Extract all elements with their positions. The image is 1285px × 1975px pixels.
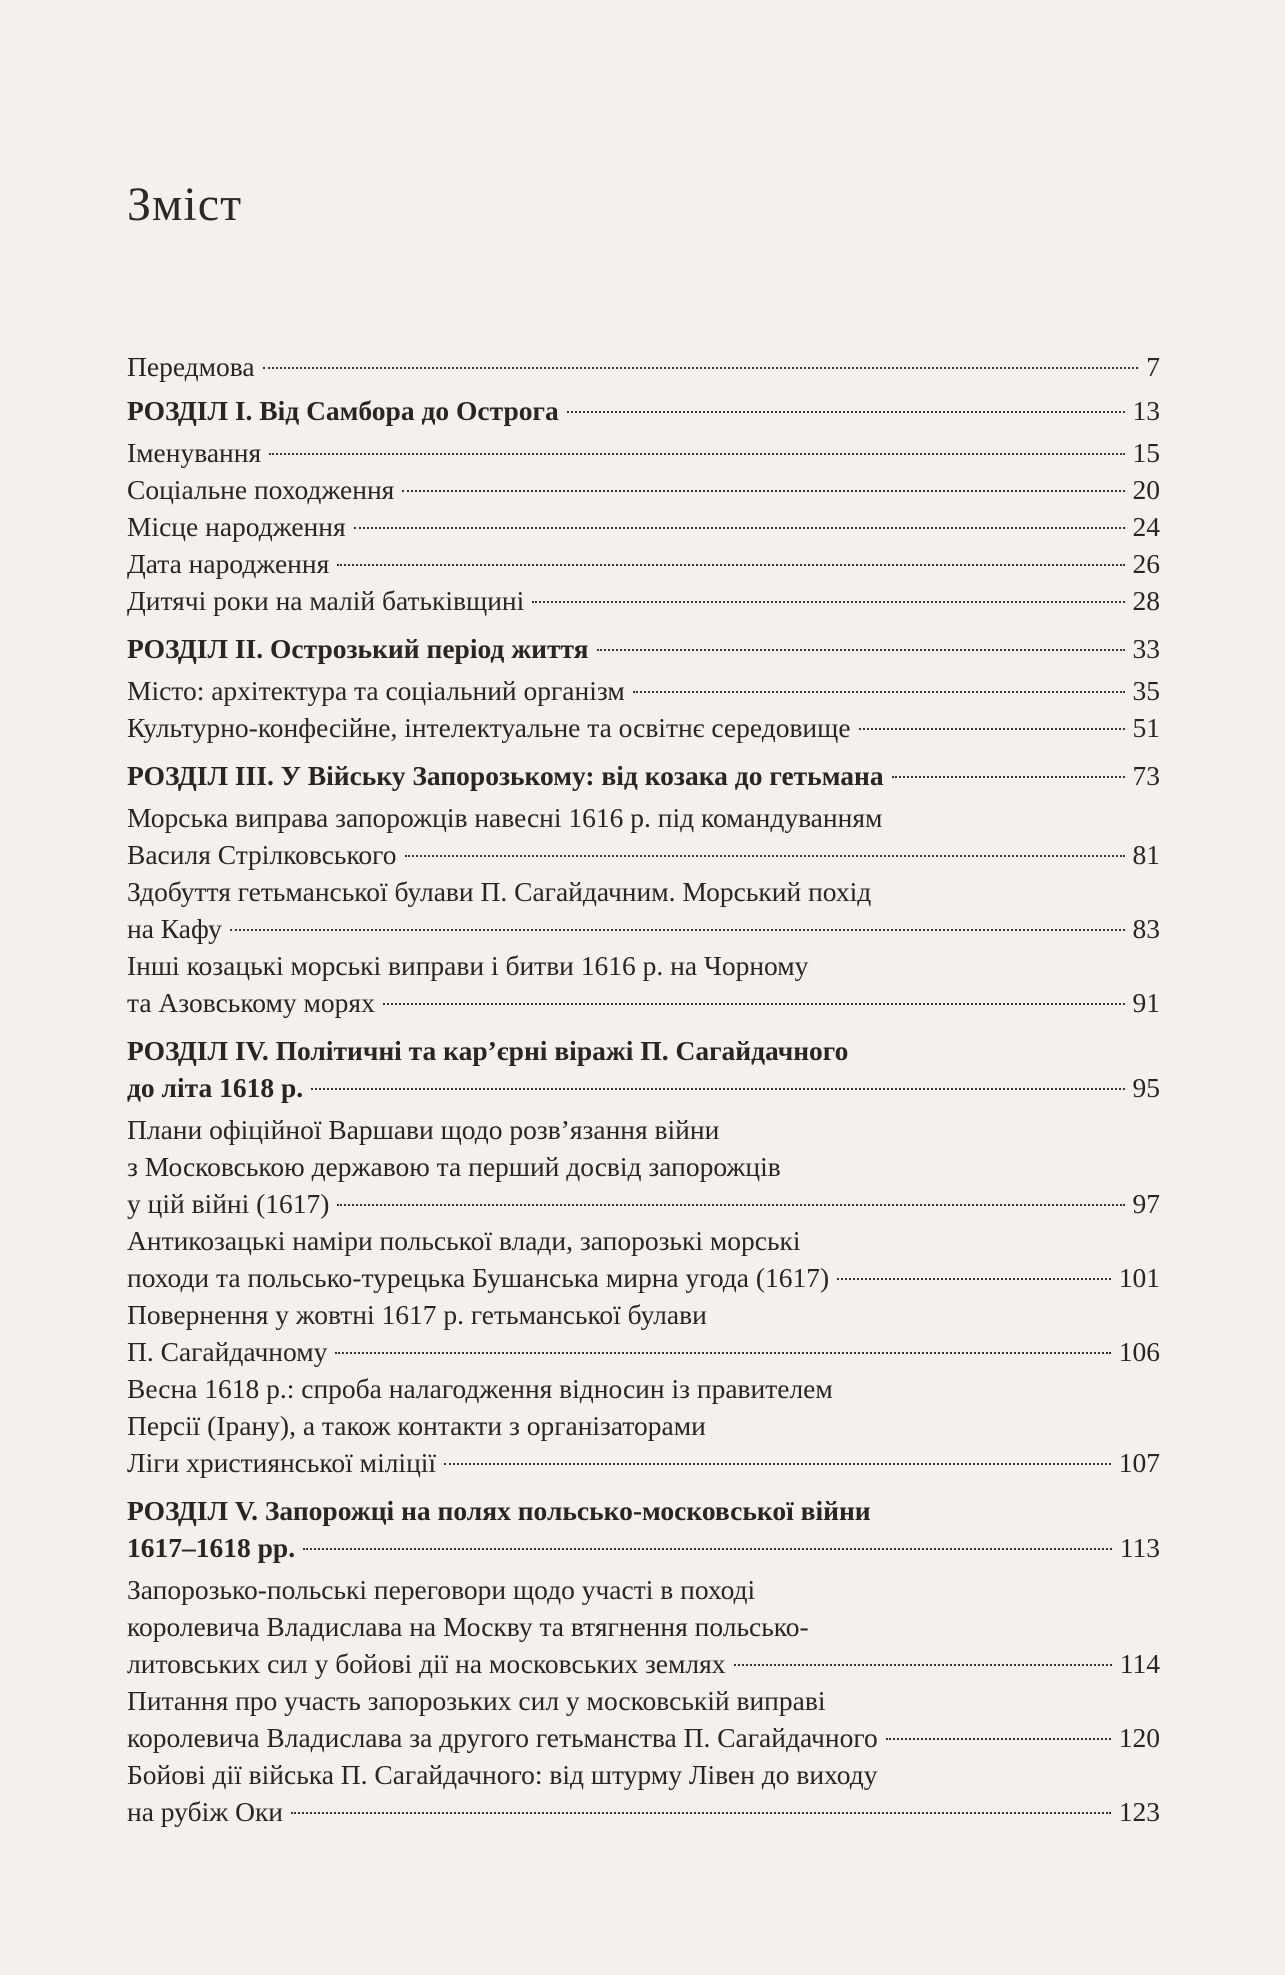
- toc-entry-title-line: Персії (Ірану), а також контакти з організаторами: [127, 1410, 706, 1441]
- toc-page-number: 107: [1118, 1447, 1160, 1478]
- toc-page-number: 26: [1132, 548, 1160, 579]
- toc-entry: [127, 799, 1160, 873]
- toc-entry: [127, 545, 1160, 582]
- toc-entry: [127, 471, 1160, 508]
- toc-entry-title-line: Весна 1618 р.: спроба налагодження відносин із правителем: [127, 1373, 833, 1404]
- toc-entry-title: Передмова: [127, 351, 255, 382]
- toc-entry-title: Місце народження: [127, 511, 346, 542]
- table-of-contents: [127, 348, 1160, 1830]
- toc-entry-title-line: Василя Стрілковського: [127, 839, 397, 870]
- dot-leader: [532, 601, 1124, 603]
- dot-leader: [567, 411, 1125, 413]
- toc-page-number: 51: [1132, 712, 1160, 743]
- toc-page-number: 95: [1132, 1072, 1160, 1103]
- toc-chapter-title-line: РОЗДІЛ V. Запорожці на полях польсько-московської війни: [127, 1495, 871, 1526]
- dot-leader: [383, 1003, 1125, 1005]
- toc-entry: [127, 582, 1160, 619]
- toc-page-number: 28: [1132, 585, 1160, 616]
- dot-leader: [263, 367, 1139, 369]
- toc-entry: [127, 508, 1160, 545]
- contents-title: Зміст: [127, 178, 243, 231]
- toc-chapter: [127, 1032, 1160, 1106]
- toc-entry-title-line: литовських сил у бойові дії на московських землях: [127, 1648, 726, 1679]
- toc-page-number: 114: [1119, 1648, 1160, 1679]
- toc-entry-title-line: на рубіж Оки: [127, 1796, 284, 1827]
- toc-page-number: 13: [1132, 395, 1160, 426]
- toc-entry: [127, 1756, 1160, 1830]
- toc-chapter: [127, 392, 1160, 429]
- toc-page-number: 101: [1118, 1262, 1160, 1293]
- toc-entry: [127, 1682, 1160, 1756]
- toc-entry: [127, 1571, 1160, 1682]
- toc-chapter-title: РОЗДІЛ І. Від Самбора до Острога: [127, 395, 559, 426]
- toc-entry-title-line: Здобуття гетьманської булави П. Сагайдачним. Морський похід: [127, 876, 872, 907]
- toc-entry: [127, 709, 1160, 746]
- toc-entry: [127, 434, 1160, 471]
- dot-leader: [303, 1548, 1112, 1550]
- toc-entry-title: Іменування: [127, 437, 262, 468]
- dot-leader: [354, 527, 1125, 529]
- toc-page-number: 97: [1132, 1188, 1160, 1219]
- toc-entry-title-line: у цій війні (1617): [127, 1188, 330, 1219]
- toc-entry: [127, 348, 1160, 385]
- toc-entry: [127, 1111, 1160, 1222]
- toc-page-number: 120: [1118, 1722, 1160, 1753]
- toc-page-number: 106: [1118, 1336, 1160, 1367]
- toc-entry: [127, 1222, 1160, 1296]
- toc-chapter: [127, 1492, 1160, 1566]
- toc-page-number: 7: [1146, 351, 1160, 382]
- toc-entry-title-line: Антикозацькі наміри польської влади, запорозькі морські: [127, 1225, 801, 1256]
- toc-page-number: 20: [1132, 474, 1160, 505]
- toc-page-number: 81: [1132, 839, 1160, 870]
- toc-entry-title: Дитячі роки на малій батьківщині: [127, 585, 525, 616]
- toc-chapter-title-line: РОЗДІЛ IV. Політичні та кар’єрні віражі П. Сагайдачного: [127, 1035, 849, 1066]
- toc-entry-title-line: Інші козацькі морські виправи і битви 1616 р. на Чорному: [127, 950, 809, 981]
- toc-entry-title-line: Бойові дії війська П. Сагайдачного: від штурму Лівен до виходу: [127, 1759, 878, 1790]
- book-page: [127, 0, 1160, 1975]
- dot-leader: [402, 490, 1124, 492]
- toc-chapter-title-line: до літа 1618 р.: [127, 1072, 304, 1103]
- dot-leader: [230, 929, 1125, 931]
- dot-leader: [337, 1204, 1124, 1206]
- toc-entry-title: Соціальне походження: [127, 474, 395, 505]
- toc-entry-title-line: Запорозько-польські переговори щодо участі в поході: [127, 1574, 756, 1605]
- dot-leader: [859, 728, 1125, 730]
- toc-entry-title: Дата народження: [127, 548, 330, 579]
- toc-entry-title-line: на Кафу: [127, 913, 222, 944]
- toc-page-number: 15: [1132, 437, 1160, 468]
- dot-leader: [291, 1812, 1111, 1814]
- toc-entry-title: Культурно-конфесійне, інтелектуальне та освітнє середовище: [127, 712, 851, 743]
- toc-entry-title-line: Повернення у жовтні 1617 р. гетьманської булави: [127, 1299, 707, 1330]
- toc-entry-title-line: Ліги християнської міліції: [127, 1447, 437, 1478]
- toc-page-number: 83: [1132, 913, 1160, 944]
- dot-leader: [337, 564, 1124, 566]
- dot-leader: [405, 855, 1125, 857]
- toc-entry-title-line: королевича Владислава за другого гетьманства П. Сагайдачного: [127, 1722, 878, 1753]
- toc-entry-title: Місто: архітектура та соціальний організм: [127, 675, 625, 706]
- toc-entry-title-line: королевича Владислава на Москву та втягнення польсько-: [127, 1611, 809, 1642]
- toc-page-number: 35: [1132, 675, 1160, 706]
- toc-entry: [127, 672, 1160, 709]
- toc-page-number: 91: [1132, 987, 1160, 1018]
- toc-page-number: 73: [1132, 760, 1160, 791]
- dot-leader: [311, 1088, 1124, 1090]
- toc-entry-title-line: походи та польсько-турецька Бушанська мирна угода (1617): [127, 1262, 830, 1293]
- toc-chapter: [127, 630, 1160, 667]
- toc-page-number: 113: [1119, 1532, 1160, 1563]
- toc-entry-title-line: П. Сагайдачному: [127, 1336, 328, 1367]
- toc-entry-title-line: Морська виправа запорожців навесні 1616 р. під командуванням: [127, 802, 883, 833]
- toc-chapter-title: РОЗДІЛ ІІ. Острозький період життя: [127, 633, 589, 664]
- toc-entry: [127, 947, 1160, 1021]
- dot-leader: [269, 453, 1124, 455]
- dot-leader: [633, 691, 1125, 693]
- dot-leader: [597, 649, 1125, 651]
- toc-page-number: 33: [1132, 633, 1160, 664]
- toc-chapter-title: РОЗДІЛ ІІІ. У Війську Запорозькому: від козака до гетьмана: [127, 760, 884, 791]
- dot-leader: [892, 776, 1125, 778]
- toc-page-number: 123: [1118, 1796, 1160, 1827]
- toc-entry-title-line: та Азовському морях: [127, 987, 375, 1018]
- toc-entry: [127, 1370, 1160, 1481]
- toc-entry: [127, 873, 1160, 947]
- dot-leader: [837, 1278, 1111, 1280]
- toc-chapter: [127, 757, 1160, 794]
- toc-chapter-title-line: 1617–1618 рр.: [127, 1532, 296, 1563]
- dot-leader: [886, 1738, 1111, 1740]
- toc-page-number: 24: [1132, 511, 1160, 542]
- toc-entry: [127, 1296, 1160, 1370]
- dot-leader: [335, 1352, 1110, 1354]
- toc-entry-title-line: Питання про участь запорозьких сил у московській виправі: [127, 1685, 826, 1716]
- toc-entry-title-line: Плани офіційної Варшави щодо розв’язання війни: [127, 1114, 720, 1145]
- dot-leader: [734, 1664, 1112, 1666]
- toc-entry-title-line: з Московською державою та перший досвід запорожців: [127, 1151, 781, 1182]
- dot-leader: [444, 1463, 1111, 1465]
